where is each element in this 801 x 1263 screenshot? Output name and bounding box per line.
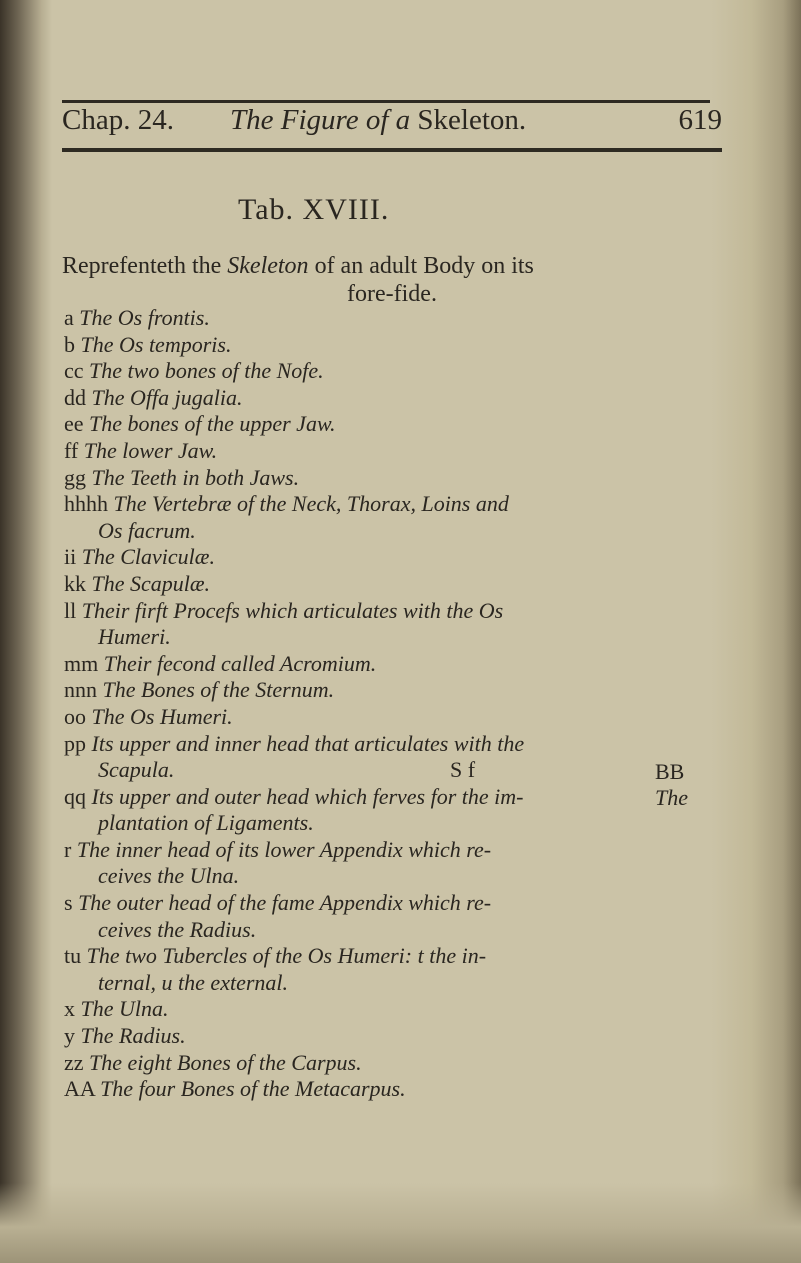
legend-text: The eight Bones of the Carpus. xyxy=(89,1049,362,1075)
legend-item xyxy=(64,411,724,438)
running-title xyxy=(230,104,526,137)
legend-text: Their firft Procefs which articulates with the Os xyxy=(81,597,504,623)
legend-text: The Os Humeri. xyxy=(91,703,233,729)
intro-text-b: Skeleton xyxy=(227,253,309,279)
legend-text: The Scapulæ. xyxy=(91,570,211,596)
legend-key: ee xyxy=(64,411,84,437)
plate-description xyxy=(62,252,722,308)
running-title-italic: The Figure of a xyxy=(230,104,411,136)
running-header xyxy=(62,104,722,146)
legend-key: hhhh xyxy=(64,491,108,517)
legend-key: y xyxy=(64,1023,75,1049)
legend-text: The Teeth in both Jaws. xyxy=(91,464,300,490)
page-fore-edge xyxy=(711,0,801,1263)
legend-item xyxy=(64,837,724,890)
legend-text-continued: Humeri. xyxy=(98,624,171,650)
legend-item xyxy=(64,491,724,544)
intro-text-a: Reprefenteth the xyxy=(62,253,228,279)
legend-item xyxy=(64,465,724,492)
legend-key: cc xyxy=(64,358,84,384)
legend-item xyxy=(64,1023,724,1050)
legend-text: Their fecond called Acromium. xyxy=(103,650,377,676)
legend-item xyxy=(64,598,724,651)
legend-key: zz xyxy=(64,1049,84,1075)
legend-key: a xyxy=(64,305,74,330)
legend-text: The two Tubercles of the Os Humeri: t the in- xyxy=(86,943,487,969)
legend-key: qq xyxy=(64,783,86,809)
legend-item xyxy=(64,784,724,837)
legend-item xyxy=(64,1050,724,1077)
legend-key: dd xyxy=(64,384,86,410)
legend-text-continued: Scapula. xyxy=(98,757,175,783)
legend-text-continued: plantation of Ligaments. xyxy=(98,810,314,836)
legend-item xyxy=(64,677,724,704)
legend-item xyxy=(64,544,724,571)
catchword-word: The xyxy=(655,785,688,810)
legend-item xyxy=(64,943,724,996)
legend-text: The outer head of the fame Appendix which re- xyxy=(78,890,492,916)
legend-key: gg xyxy=(64,464,86,490)
legend-text-continued: Os facrum. xyxy=(98,517,196,543)
legend-item xyxy=(64,996,724,1023)
legend-key: pp xyxy=(64,730,86,756)
legend-text: The Claviculæ. xyxy=(81,544,215,570)
catchword-key: BB xyxy=(655,759,685,784)
legend-key: x xyxy=(64,996,75,1022)
legend-item xyxy=(64,571,724,598)
legend-item xyxy=(64,704,724,731)
legend-item xyxy=(64,332,724,359)
legend-text: The Offa jugalia. xyxy=(91,384,243,410)
figure-legend xyxy=(64,305,724,1103)
legend-item xyxy=(64,305,724,332)
legend-item xyxy=(64,890,724,943)
legend-key: mm xyxy=(64,650,99,676)
page-gutter-shadow xyxy=(0,0,52,1263)
legend-text: The bones of the upper Jaw. xyxy=(89,411,336,437)
legend-text: The inner head of its lower Appendix which re- xyxy=(76,836,492,862)
legend-text: Its upper and outer head which ferves for the im- xyxy=(91,783,524,809)
legend-text: The two bones of the Nofe. xyxy=(89,358,324,384)
legend-key: ll xyxy=(64,597,77,623)
legend-key: tu xyxy=(64,943,82,969)
page-bottom-edge xyxy=(0,1183,801,1263)
legend-key: ff xyxy=(64,437,79,463)
legend-key: oo xyxy=(64,703,86,729)
chapter-label: Chap. 24. xyxy=(62,104,174,136)
signature-mark: S f xyxy=(450,757,476,782)
legend-key: AA xyxy=(64,1076,95,1102)
running-title-roman: Skeleton. xyxy=(417,104,527,136)
legend-text: The Bones of the Sternum. xyxy=(102,677,335,703)
legend-text-continued: ternal, u the external. xyxy=(98,969,289,995)
plate-heading: Tab. XVIII. xyxy=(238,193,390,226)
legend-text: The Os temporis. xyxy=(80,331,232,357)
catchword xyxy=(655,759,720,811)
intro-text-c: of an adult Body on its xyxy=(308,253,534,279)
legend-item xyxy=(64,438,724,465)
top-rule xyxy=(62,100,710,103)
legend-item xyxy=(64,1076,724,1103)
legend-item xyxy=(64,385,724,412)
header-rule xyxy=(62,148,722,152)
intro-text-line2: fore-fide. xyxy=(347,281,437,307)
legend-text: The Os frontis. xyxy=(79,305,210,330)
page-number: 619 xyxy=(678,104,722,136)
legend-text: The lower Jaw. xyxy=(83,437,218,463)
legend-item xyxy=(64,358,724,385)
legend-text-continued: ceives the Ulna. xyxy=(98,863,240,889)
legend-text: The Vertebræ of the Neck, Thorax, Loins and xyxy=(113,491,509,517)
legend-key: b xyxy=(64,331,75,357)
legend-key: kk xyxy=(64,570,86,596)
legend-text: The Ulna. xyxy=(80,996,169,1022)
legend-key: r xyxy=(64,836,72,862)
legend-text: The four Bones of the Metacarpus. xyxy=(100,1076,406,1102)
legend-text-continued: ceives the Radius. xyxy=(98,916,257,942)
legend-text: The Radius. xyxy=(80,1023,186,1049)
legend-key: ii xyxy=(64,544,77,570)
legend-key: s xyxy=(64,890,73,916)
legend-key: nnn xyxy=(64,677,97,703)
legend-text: Its upper and inner head that articulates with the xyxy=(91,730,525,756)
legend-item xyxy=(64,651,724,678)
